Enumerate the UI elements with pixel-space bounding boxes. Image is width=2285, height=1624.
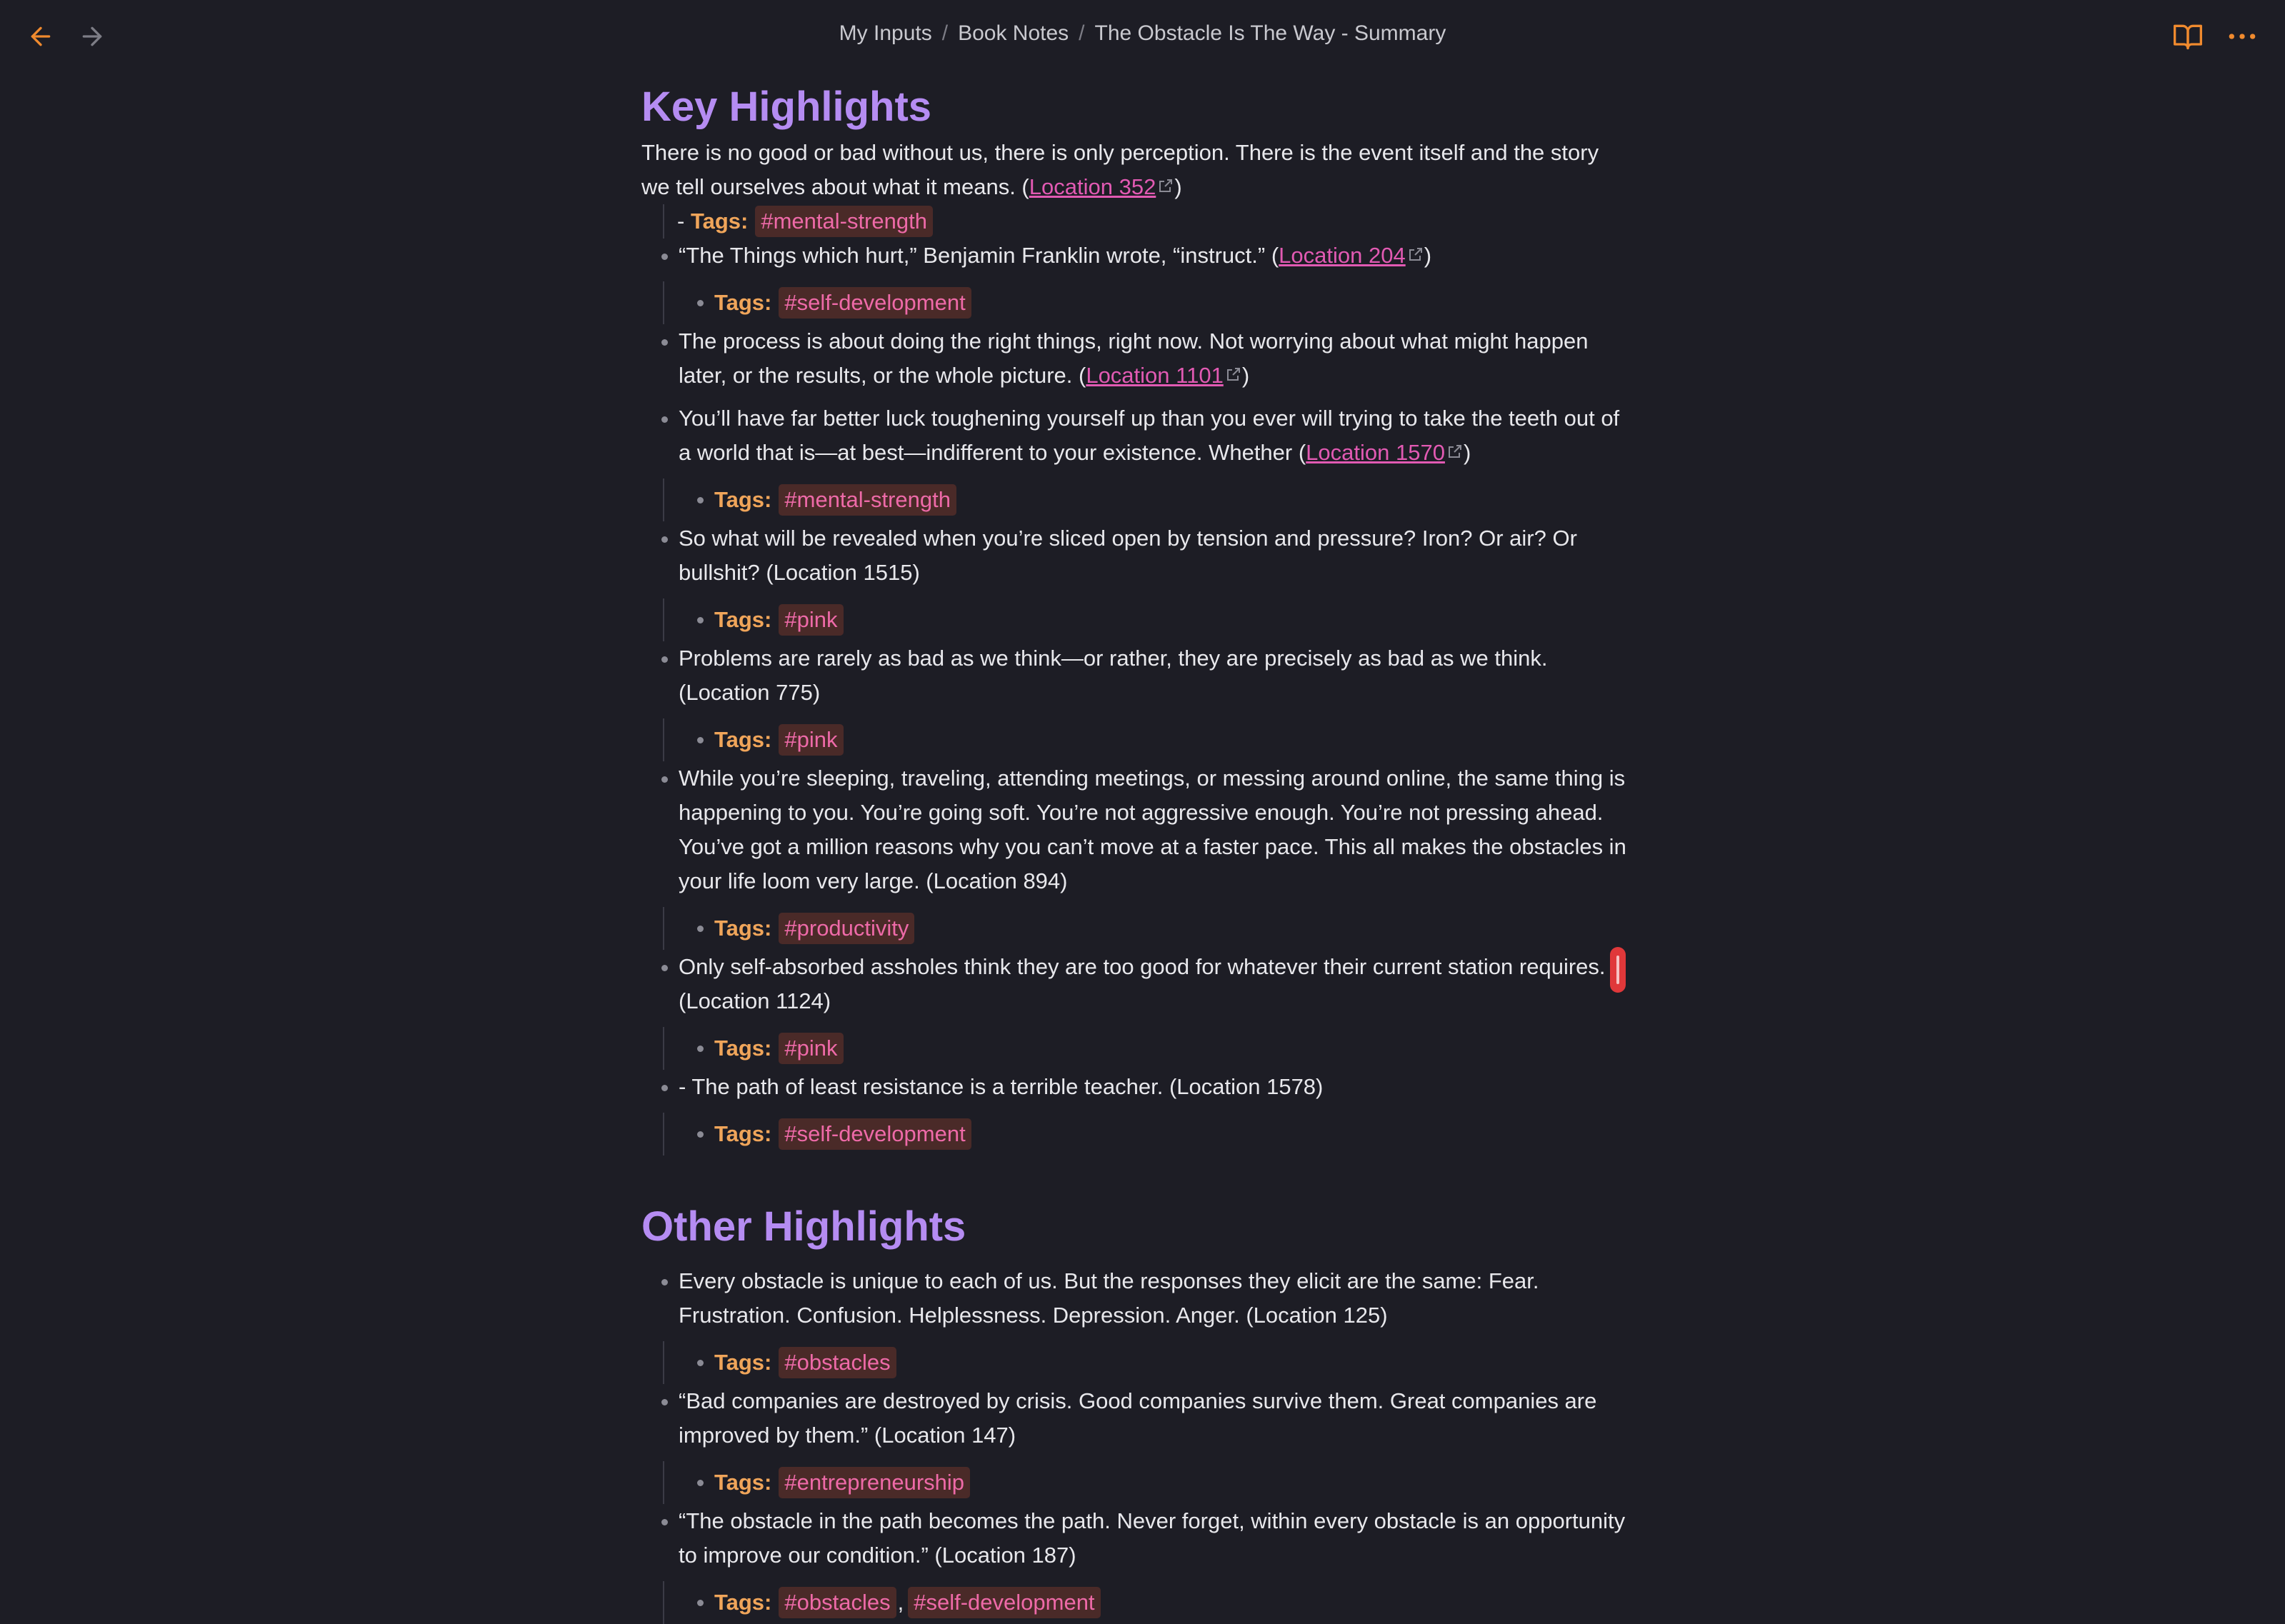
more-horizontal-icon (2226, 21, 2258, 52)
tags-label: Tags: (714, 607, 772, 632)
item-spacer (641, 393, 1627, 401)
bullet-icon[interactable] (697, 1600, 704, 1606)
heading-spacer (641, 1255, 1627, 1264)
intro-tags-row (641, 204, 1627, 239)
intro-highlight (641, 136, 1627, 204)
top-bar (0, 0, 2285, 71)
breadcrumb (0, 21, 2285, 46)
highlight-item (641, 401, 1627, 470)
tag-chip[interactable]: #pink (779, 724, 843, 756)
highlight-text: Every obstacle is unique to each of us. But the responses they elicit are the same: Fear. Frustration. Confusion. Helplessness. Depression. Anger. (Location 125) (679, 1268, 1539, 1328)
tags-row (641, 718, 1627, 761)
bullet-icon[interactable] (697, 1046, 704, 1052)
indent-guide (663, 1581, 664, 1624)
highlight-item (641, 1384, 1627, 1453)
indent-guide (663, 1341, 664, 1384)
indent-guide (663, 478, 664, 521)
tags-row (641, 598, 1627, 641)
tags-label: Tags: (714, 1470, 772, 1495)
item-spacer (641, 710, 1627, 718)
tags-row (641, 1461, 1627, 1504)
bullet-icon[interactable] (697, 300, 704, 306)
tag-chip[interactable]: #mental-strength (779, 484, 956, 516)
tags-label: Tags: (690, 209, 749, 234)
bullet-icon[interactable] (697, 1360, 704, 1366)
highlight-item (641, 761, 1627, 898)
tags-row (641, 1113, 1627, 1156)
reading-view-button[interactable] (2167, 16, 2209, 57)
bullet-icon[interactable] (661, 776, 668, 783)
highlight-text: “Bad companies are destroyed by crisis. Good companies survive them. Great companies are improved by them.” (Location 147) (679, 1388, 1597, 1448)
tags-row (641, 281, 1627, 324)
highlight-item (641, 950, 1627, 1018)
highlight-text: While you’re sleeping, traveling, attending meetings, or messing around online, the same thing is happening to you. You’re going soft. You’re not aggressive enough. You’re not pressing ahead. You’ve got a million reasons why you can’t move at a faster pace. This all makes the obstacles in your life loom very large. (Location 894) (679, 766, 1626, 893)
tag-chip[interactable]: #self-development (908, 1587, 1100, 1618)
tags-label: Tags: (714, 1590, 772, 1615)
note-content (641, 79, 1627, 1624)
item-spacer (641, 1104, 1627, 1113)
tags-label: Tags: (714, 1036, 772, 1061)
external-link-icon (1407, 246, 1424, 263)
tag-chip[interactable]: #obstacles (779, 1347, 896, 1378)
highlight-item (641, 239, 1627, 273)
breadcrumb-item-current-note[interactable]: The Obstacle Is The Way - Summary (1094, 21, 1446, 45)
tag-chip[interactable]: #self-development (779, 1118, 971, 1150)
breadcrumb-separator: / (941, 21, 949, 45)
other-highlights-heading: Other Highlights (641, 1203, 966, 1250)
item-spacer (641, 898, 1627, 907)
breadcrumb-item-book-notes[interactable]: Book Notes (958, 21, 1069, 45)
tags-row (641, 478, 1627, 521)
indent-guide (663, 1461, 664, 1504)
bullet-icon[interactable] (661, 254, 668, 260)
other-highlights-list (641, 1264, 1627, 1624)
location-link[interactable]: Location 352 (1029, 174, 1156, 199)
tag-chip[interactable]: #productivity (779, 913, 914, 944)
bullet-icon[interactable] (661, 416, 668, 423)
tag-chip[interactable]: #pink (779, 604, 843, 636)
location-link[interactable]: Location 204 (1279, 243, 1406, 268)
highlight-item (641, 1264, 1627, 1333)
bullet-icon[interactable] (697, 737, 704, 743)
item-spacer (641, 1333, 1627, 1341)
tag-separator: , (897, 1590, 904, 1615)
bullet-icon[interactable] (661, 1399, 668, 1405)
highlight-text: “The Things which hurt,” Benjamin Franklin wrote, “instruct.” ( (679, 243, 1279, 268)
tags-row (641, 1341, 1627, 1384)
breadcrumb-item-my-inputs[interactable]: My Inputs (839, 21, 932, 45)
bullet-icon[interactable] (661, 1085, 668, 1091)
highlight-text: Only self-absorbed assholes think they are too good for whatever their current station requires. (Location 1124) (679, 954, 1606, 1013)
bullet-icon[interactable] (661, 656, 668, 663)
external-link-icon (1157, 177, 1174, 194)
tags-label: Tags: (714, 1121, 772, 1146)
indent-guide (663, 1027, 664, 1070)
section-spacer (641, 1156, 1627, 1198)
tags-label: Tags: (714, 487, 772, 512)
item-spacer (641, 1018, 1627, 1027)
indent-guide (663, 204, 664, 239)
highlight-item (641, 1070, 1627, 1104)
bullet-icon[interactable] (697, 617, 704, 623)
tag-chip[interactable]: #mental-strength (755, 206, 933, 237)
indent-guide (663, 718, 664, 761)
highlight-close: ) (1424, 243, 1432, 268)
book-open-icon (2172, 21, 2204, 52)
bullet-icon[interactable] (661, 339, 668, 346)
bullet-icon[interactable] (697, 926, 704, 932)
intro-close: ) (1174, 174, 1182, 199)
highlight-item (641, 324, 1627, 393)
bullet-icon[interactable] (661, 965, 668, 971)
bullet-icon[interactable] (661, 1519, 668, 1525)
highlight-text: You’ll have far better luck toughening yourself up than you ever will trying to take the teeth out of a world that is—at best—indifferent to your existence. Whether ( (679, 406, 1620, 465)
key-highlights-list (641, 239, 1627, 1156)
item-spacer (641, 470, 1627, 478)
highlight-close: ) (1463, 440, 1471, 465)
bullet-icon[interactable] (697, 497, 704, 503)
intro-text: There is no good or bad without us, there is only perception. There is the event itself and the story we tell ourselves about what it means. ( (641, 140, 1599, 199)
tags-label: Tags: (714, 290, 772, 315)
tags-row (641, 1027, 1627, 1070)
highlight-text: The process is about doing the right things, right now. Not worrying about what might happen later, or the results, or the whole picture. ( (679, 329, 1589, 388)
indent-guide (663, 598, 664, 641)
indent-guide (663, 281, 664, 324)
more-options-button[interactable] (2221, 16, 2263, 57)
breadcrumb-separator: / (1079, 21, 1085, 45)
highlight-text: So what will be revealed when you’re sliced open by tension and pressure? Iron? Or air? Or bullshit? (Location 1515) (679, 526, 1577, 585)
tag-chip[interactable]: #obstacles (779, 1587, 896, 1618)
tag-chip[interactable]: #entrepreneurship (779, 1467, 970, 1498)
bullet-icon[interactable] (661, 536, 668, 543)
location-link[interactable]: Location 1101 (1086, 363, 1224, 388)
tags-label: Tags: (714, 916, 772, 941)
bullet-icon[interactable] (697, 1480, 704, 1486)
tags-label: Tags: (714, 727, 772, 752)
bullet-icon[interactable] (697, 1131, 704, 1138)
tags-label: Tags: (714, 1350, 772, 1375)
location-link[interactable]: Location 1570 (1306, 440, 1445, 465)
item-spacer (641, 1573, 1627, 1581)
highlight-item (641, 641, 1627, 710)
highlight-item (641, 521, 1627, 590)
tags-row (641, 907, 1627, 950)
highlight-close: ) (1241, 363, 1250, 388)
highlight-text: Problems are rarely as bad as we think—or rather, they are precisely as bad as we think. (Location 775) (679, 646, 1548, 705)
item-spacer (641, 590, 1627, 598)
tags-row (641, 1581, 1627, 1624)
key-highlights-heading: Key Highlights (641, 84, 932, 130)
external-link-icon (1446, 443, 1464, 460)
highlight-item (641, 1504, 1627, 1573)
highlight-text: - The path of least resistance is a terrible teacher. (Location 1578) (679, 1074, 1324, 1099)
indent-guide (663, 1113, 664, 1156)
highlight-text: “The obstacle in the path becomes the path. Never forget, within every obstacle is an opportunity to improve our condition.” (Location 187) (679, 1508, 1626, 1568)
item-spacer (641, 1453, 1627, 1461)
scrollbar-marker[interactable] (1610, 947, 1626, 993)
tag-chip[interactable]: #self-development (779, 287, 971, 319)
tags-prefix: - (677, 209, 691, 234)
bullet-icon[interactable] (661, 1279, 668, 1285)
item-spacer (641, 273, 1627, 281)
tag-chip[interactable]: #pink (779, 1033, 843, 1064)
indent-guide (663, 907, 664, 950)
external-link-icon (1225, 366, 1242, 383)
